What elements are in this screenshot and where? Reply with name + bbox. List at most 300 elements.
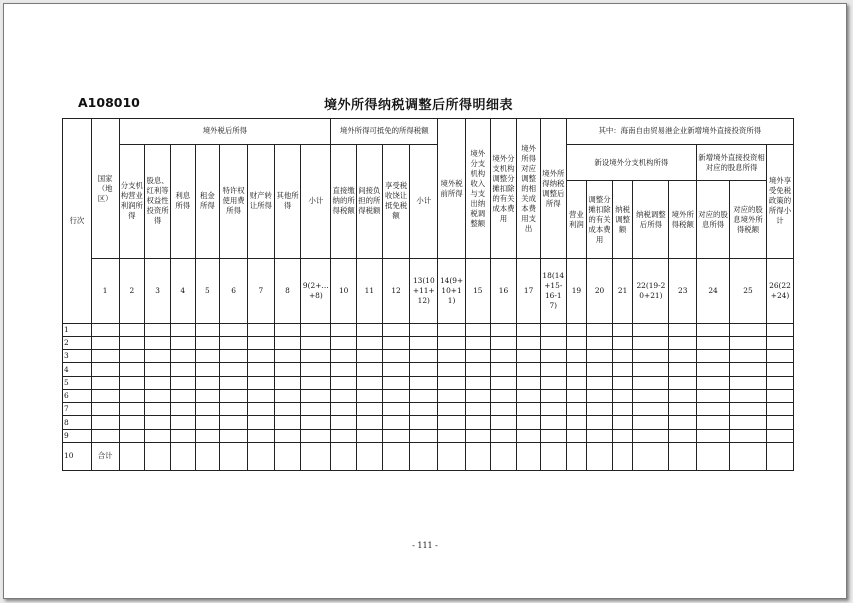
value-cell[interactable] bbox=[119, 403, 145, 416]
row-label[interactable]: 合计 bbox=[91, 442, 119, 470]
value-cell[interactable] bbox=[490, 389, 517, 402]
value-cell[interactable] bbox=[220, 442, 248, 470]
value-cell[interactable] bbox=[767, 363, 794, 376]
value-cell[interactable] bbox=[490, 336, 517, 349]
header-div-income: 对应的股息所得 bbox=[697, 181, 730, 259]
value-cell[interactable] bbox=[767, 429, 794, 442]
value-cell[interactable] bbox=[382, 442, 410, 470]
value-cell[interactable] bbox=[274, 442, 301, 470]
value-cell[interactable] bbox=[274, 336, 301, 349]
value-cell[interactable] bbox=[612, 403, 633, 416]
value-cell[interactable] bbox=[382, 429, 410, 442]
value-cell[interactable] bbox=[697, 389, 730, 402]
value-cell[interactable] bbox=[767, 389, 794, 402]
column-number: 21 bbox=[612, 259, 633, 324]
value-cell[interactable] bbox=[540, 403, 566, 416]
value-cell[interactable] bbox=[438, 389, 466, 402]
value-cell[interactable] bbox=[170, 363, 195, 376]
value-cell[interactable] bbox=[566, 403, 587, 416]
value-cell[interactable] bbox=[465, 363, 490, 376]
row-number: 4 bbox=[63, 363, 92, 376]
value-cell[interactable] bbox=[612, 350, 633, 363]
value-cell[interactable] bbox=[170, 442, 195, 470]
header-after-tax-group: 境外税后所得 bbox=[119, 119, 331, 145]
value-cell[interactable] bbox=[119, 350, 145, 363]
value-cell[interactable] bbox=[517, 429, 541, 442]
value-cell[interactable] bbox=[767, 416, 794, 429]
value-cell[interactable] bbox=[274, 429, 301, 442]
value-cell[interactable] bbox=[633, 429, 669, 442]
header-related-expense: 境外所得对应调整的相关成本费用支出 bbox=[517, 119, 541, 259]
value-cell[interactable] bbox=[195, 442, 220, 470]
value-cell[interactable] bbox=[220, 429, 248, 442]
value-cell[interactable] bbox=[438, 442, 466, 470]
value-cell[interactable] bbox=[301, 336, 331, 349]
value-cell[interactable] bbox=[633, 336, 669, 349]
value-cell[interactable] bbox=[517, 416, 541, 429]
value-cell[interactable] bbox=[195, 376, 220, 389]
value-cell[interactable] bbox=[465, 403, 490, 416]
value-cell[interactable] bbox=[612, 336, 633, 349]
value-cell[interactable] bbox=[119, 323, 145, 336]
value-cell[interactable] bbox=[767, 336, 794, 349]
value-cell[interactable] bbox=[410, 336, 438, 349]
value-cell[interactable] bbox=[170, 403, 195, 416]
value-cell[interactable] bbox=[170, 350, 195, 363]
value-cell[interactable] bbox=[438, 363, 466, 376]
value-cell[interactable] bbox=[410, 403, 438, 416]
value-cell[interactable] bbox=[410, 416, 438, 429]
value-cell[interactable] bbox=[301, 389, 331, 402]
value-cell[interactable] bbox=[247, 416, 274, 429]
table-row bbox=[63, 403, 794, 416]
header-other: 其他所得 bbox=[274, 144, 301, 258]
value-cell[interactable] bbox=[633, 442, 669, 470]
value-cell[interactable] bbox=[356, 416, 382, 429]
row-label[interactable] bbox=[91, 323, 119, 336]
value-cell[interactable] bbox=[730, 403, 767, 416]
row-number: 6 bbox=[63, 389, 92, 402]
value-cell[interactable] bbox=[301, 416, 331, 429]
value-cell[interactable] bbox=[730, 350, 767, 363]
value-cell[interactable] bbox=[410, 376, 438, 389]
value-cell[interactable] bbox=[669, 429, 697, 442]
value-cell[interactable] bbox=[170, 429, 195, 442]
value-cell[interactable] bbox=[301, 403, 331, 416]
value-cell[interactable] bbox=[119, 429, 145, 442]
value-cell[interactable] bbox=[517, 442, 541, 470]
value-cell[interactable] bbox=[247, 429, 274, 442]
value-cell[interactable] bbox=[490, 376, 517, 389]
value-cell[interactable] bbox=[540, 336, 566, 349]
value-cell[interactable] bbox=[356, 336, 382, 349]
value-cell[interactable] bbox=[697, 323, 730, 336]
column-number: 16 bbox=[490, 259, 517, 324]
column-number: 25 bbox=[730, 259, 767, 324]
value-cell[interactable] bbox=[633, 389, 669, 402]
value-cell[interactable] bbox=[274, 376, 301, 389]
column-number: 2 bbox=[119, 259, 145, 324]
value-cell[interactable] bbox=[730, 323, 767, 336]
value-cell[interactable] bbox=[669, 376, 697, 389]
value-cell[interactable] bbox=[612, 442, 633, 470]
value-cell[interactable] bbox=[220, 389, 248, 402]
value-cell[interactable] bbox=[517, 336, 541, 349]
form-code: A108010 bbox=[78, 95, 140, 110]
value-cell[interactable] bbox=[517, 376, 541, 389]
value-cell[interactable] bbox=[331, 336, 357, 349]
value-cell[interactable] bbox=[490, 323, 517, 336]
value-cell[interactable] bbox=[612, 376, 633, 389]
value-cell[interactable] bbox=[195, 429, 220, 442]
value-cell[interactable] bbox=[220, 336, 248, 349]
value-cell[interactable] bbox=[331, 416, 357, 429]
value-cell[interactable] bbox=[438, 416, 466, 429]
value-cell[interactable] bbox=[356, 442, 382, 470]
value-cell[interactable] bbox=[145, 416, 171, 429]
value-cell[interactable] bbox=[119, 336, 145, 349]
value-cell[interactable] bbox=[247, 442, 274, 470]
value-cell[interactable] bbox=[540, 442, 566, 470]
value-cell[interactable] bbox=[438, 429, 466, 442]
value-cell[interactable] bbox=[382, 403, 410, 416]
value-cell[interactable] bbox=[767, 442, 794, 470]
value-cell[interactable] bbox=[633, 416, 669, 429]
column-number: 12 bbox=[382, 259, 410, 324]
value-cell[interactable] bbox=[697, 350, 730, 363]
value-cell[interactable] bbox=[490, 442, 517, 470]
value-cell[interactable] bbox=[540, 363, 566, 376]
value-cell[interactable] bbox=[410, 429, 438, 442]
header-deductible-group: 境外所得可抵免的所得税额 bbox=[331, 119, 438, 145]
value-cell[interactable] bbox=[669, 403, 697, 416]
row-label[interactable] bbox=[91, 429, 119, 442]
value-cell[interactable] bbox=[517, 389, 541, 402]
value-cell[interactable] bbox=[465, 429, 490, 442]
header-property-transfer: 财产转让所得 bbox=[247, 144, 274, 258]
value-cell[interactable] bbox=[247, 403, 274, 416]
value-cell[interactable] bbox=[587, 376, 613, 389]
value-cell[interactable] bbox=[730, 416, 767, 429]
value-cell[interactable] bbox=[612, 363, 633, 376]
value-cell[interactable] bbox=[410, 442, 438, 470]
header-royalty: 特许权使用费所得 bbox=[220, 144, 248, 258]
value-cell[interactable] bbox=[145, 389, 171, 402]
value-cell[interactable] bbox=[220, 363, 248, 376]
value-cell[interactable] bbox=[612, 389, 633, 402]
value-cell[interactable] bbox=[669, 323, 697, 336]
value-cell[interactable] bbox=[730, 429, 767, 442]
value-cell[interactable] bbox=[356, 323, 382, 336]
value-cell[interactable] bbox=[669, 389, 697, 402]
value-cell[interactable] bbox=[540, 416, 566, 429]
value-cell[interactable] bbox=[697, 363, 730, 376]
value-cell[interactable] bbox=[730, 389, 767, 402]
value-cell[interactable] bbox=[633, 376, 669, 389]
column-number: 18(14+15-16-17) bbox=[540, 259, 566, 324]
header-div-tax: 对应的股息境外所得税额 bbox=[730, 181, 767, 259]
value-cell[interactable] bbox=[410, 350, 438, 363]
value-cell[interactable] bbox=[540, 376, 566, 389]
value-cell[interactable] bbox=[517, 403, 541, 416]
value-cell[interactable] bbox=[331, 350, 357, 363]
value-cell[interactable] bbox=[145, 403, 171, 416]
value-cell[interactable] bbox=[170, 336, 195, 349]
value-cell[interactable] bbox=[247, 336, 274, 349]
value-cell[interactable] bbox=[730, 363, 767, 376]
value-cell[interactable] bbox=[274, 323, 301, 336]
header-branch-cost: 境外分支机构调整分摊扣除的有关成本费用 bbox=[490, 119, 517, 259]
value-cell[interactable] bbox=[195, 389, 220, 402]
value-cell[interactable] bbox=[633, 403, 669, 416]
row-label[interactable] bbox=[91, 403, 119, 416]
value-cell[interactable] bbox=[274, 416, 301, 429]
row-label[interactable] bbox=[91, 336, 119, 349]
value-cell[interactable] bbox=[517, 350, 541, 363]
header-dividend: 股息、红利等权益性投资所得 bbox=[145, 144, 171, 258]
value-cell[interactable] bbox=[587, 350, 613, 363]
header-alloc-cost: 调整分摊扣除的有关成本费用 bbox=[587, 181, 613, 259]
value-cell[interactable] bbox=[410, 363, 438, 376]
value-cell[interactable] bbox=[356, 376, 382, 389]
value-cell[interactable] bbox=[697, 429, 730, 442]
value-cell[interactable] bbox=[566, 350, 587, 363]
value-cell[interactable] bbox=[301, 363, 331, 376]
value-cell[interactable] bbox=[170, 389, 195, 402]
value-cell[interactable] bbox=[540, 429, 566, 442]
value-cell[interactable] bbox=[566, 429, 587, 442]
value-cell[interactable] bbox=[612, 429, 633, 442]
row-number: 8 bbox=[63, 416, 92, 429]
value-cell[interactable] bbox=[301, 442, 331, 470]
value-cell[interactable] bbox=[195, 336, 220, 349]
table-row bbox=[63, 389, 794, 402]
value-cell[interactable] bbox=[356, 403, 382, 416]
value-cell[interactable] bbox=[331, 363, 357, 376]
value-cell[interactable] bbox=[587, 389, 613, 402]
value-cell[interactable] bbox=[697, 416, 730, 429]
column-number: 7 bbox=[247, 259, 274, 324]
column-number: 26(22+24) bbox=[767, 259, 794, 324]
row-label[interactable] bbox=[91, 376, 119, 389]
value-cell[interactable] bbox=[220, 416, 248, 429]
value-cell[interactable] bbox=[490, 416, 517, 429]
value-cell[interactable] bbox=[633, 350, 669, 363]
column-number: 20 bbox=[587, 259, 613, 324]
value-cell[interactable] bbox=[566, 363, 587, 376]
value-cell[interactable] bbox=[301, 350, 331, 363]
value-cell[interactable] bbox=[170, 376, 195, 389]
header-tax-adjust: 纳税调整额 bbox=[612, 181, 633, 259]
value-cell[interactable] bbox=[633, 363, 669, 376]
column-number: 10 bbox=[331, 259, 357, 324]
value-cell[interactable] bbox=[697, 336, 730, 349]
value-cell[interactable] bbox=[382, 350, 410, 363]
column-number: 17 bbox=[517, 259, 541, 324]
value-cell[interactable] bbox=[669, 416, 697, 429]
value-cell[interactable] bbox=[517, 363, 541, 376]
value-cell[interactable] bbox=[587, 336, 613, 349]
row-label[interactable] bbox=[91, 350, 119, 363]
value-cell[interactable] bbox=[145, 363, 171, 376]
value-cell[interactable] bbox=[767, 403, 794, 416]
value-cell[interactable] bbox=[566, 416, 587, 429]
value-cell[interactable] bbox=[247, 323, 274, 336]
value-cell[interactable] bbox=[669, 442, 697, 470]
value-cell[interactable] bbox=[220, 350, 248, 363]
row-label[interactable] bbox=[91, 389, 119, 402]
value-cell[interactable] bbox=[465, 336, 490, 349]
value-cell[interactable] bbox=[301, 429, 331, 442]
value-cell[interactable] bbox=[356, 389, 382, 402]
value-cell[interactable] bbox=[540, 389, 566, 402]
value-cell[interactable] bbox=[438, 403, 466, 416]
value-cell[interactable] bbox=[669, 336, 697, 349]
value-cell[interactable] bbox=[697, 442, 730, 470]
value-cell[interactable] bbox=[490, 363, 517, 376]
value-cell[interactable] bbox=[410, 323, 438, 336]
value-cell[interactable] bbox=[119, 376, 145, 389]
value-cell[interactable] bbox=[382, 389, 410, 402]
value-cell[interactable] bbox=[587, 429, 613, 442]
value-cell[interactable] bbox=[465, 389, 490, 402]
value-cell[interactable] bbox=[331, 403, 357, 416]
value-cell[interactable] bbox=[465, 323, 490, 336]
value-cell[interactable] bbox=[331, 389, 357, 402]
value-cell[interactable] bbox=[195, 363, 220, 376]
value-cell[interactable] bbox=[195, 323, 220, 336]
column-number: 14(9+10+11) bbox=[438, 259, 466, 324]
value-cell[interactable] bbox=[145, 429, 171, 442]
value-cell[interactable] bbox=[145, 350, 171, 363]
value-cell[interactable] bbox=[438, 376, 466, 389]
value-cell[interactable] bbox=[356, 363, 382, 376]
value-cell[interactable] bbox=[767, 323, 794, 336]
value-cell[interactable] bbox=[145, 336, 171, 349]
value-cell[interactable] bbox=[145, 442, 171, 470]
value-cell[interactable] bbox=[633, 323, 669, 336]
value-cell[interactable] bbox=[438, 323, 466, 336]
value-cell[interactable] bbox=[119, 416, 145, 429]
value-cell[interactable] bbox=[612, 416, 633, 429]
value-cell[interactable] bbox=[490, 350, 517, 363]
value-cell[interactable] bbox=[587, 442, 613, 470]
value-cell[interactable] bbox=[331, 429, 357, 442]
value-cell[interactable] bbox=[247, 376, 274, 389]
value-cell[interactable] bbox=[730, 376, 767, 389]
value-cell[interactable] bbox=[587, 403, 613, 416]
value-cell[interactable] bbox=[170, 416, 195, 429]
table-row bbox=[63, 442, 794, 470]
value-cell[interactable] bbox=[356, 350, 382, 363]
value-cell[interactable] bbox=[220, 403, 248, 416]
row-label[interactable] bbox=[91, 416, 119, 429]
value-cell[interactable] bbox=[331, 323, 357, 336]
header-branch-profit: 分支机构营业利润所得 bbox=[119, 144, 145, 258]
value-cell[interactable] bbox=[465, 350, 490, 363]
column-number: 8 bbox=[274, 259, 301, 324]
value-cell[interactable] bbox=[247, 350, 274, 363]
value-cell[interactable] bbox=[331, 442, 357, 470]
value-cell[interactable] bbox=[566, 442, 587, 470]
value-cell[interactable] bbox=[540, 350, 566, 363]
value-cell[interactable] bbox=[587, 363, 613, 376]
value-cell[interactable] bbox=[697, 376, 730, 389]
value-cell[interactable] bbox=[767, 376, 794, 389]
value-cell[interactable] bbox=[669, 350, 697, 363]
value-cell[interactable] bbox=[490, 403, 517, 416]
value-cell[interactable] bbox=[669, 363, 697, 376]
value-cell[interactable] bbox=[730, 336, 767, 349]
value-cell[interactable] bbox=[465, 376, 490, 389]
value-cell[interactable] bbox=[382, 376, 410, 389]
value-cell[interactable] bbox=[356, 429, 382, 442]
value-cell[interactable] bbox=[438, 336, 466, 349]
value-cell[interactable] bbox=[767, 350, 794, 363]
value-cell[interactable] bbox=[382, 323, 410, 336]
value-cell[interactable] bbox=[274, 350, 301, 363]
value-cell[interactable] bbox=[382, 416, 410, 429]
value-cell[interactable] bbox=[438, 350, 466, 363]
value-cell[interactable] bbox=[566, 323, 587, 336]
value-cell[interactable] bbox=[195, 403, 220, 416]
row-label[interactable] bbox=[91, 363, 119, 376]
table-row bbox=[63, 323, 794, 336]
value-cell[interactable] bbox=[587, 416, 613, 429]
value-cell[interactable] bbox=[119, 363, 145, 376]
value-cell[interactable] bbox=[301, 323, 331, 336]
value-cell[interactable] bbox=[274, 363, 301, 376]
value-cell[interactable] bbox=[274, 403, 301, 416]
value-cell[interactable] bbox=[540, 323, 566, 336]
table-row bbox=[63, 376, 794, 389]
value-cell[interactable] bbox=[247, 363, 274, 376]
value-cell[interactable] bbox=[587, 323, 613, 336]
value-cell[interactable] bbox=[119, 442, 145, 470]
value-cell[interactable] bbox=[145, 323, 171, 336]
value-cell[interactable] bbox=[195, 350, 220, 363]
column-number: 3 bbox=[145, 259, 171, 324]
row-number: 7 bbox=[63, 403, 92, 416]
value-cell[interactable] bbox=[410, 389, 438, 402]
header-op-profit: 营业利润 bbox=[566, 181, 587, 259]
value-cell[interactable] bbox=[220, 376, 248, 389]
value-cell[interactable] bbox=[730, 442, 767, 470]
value-cell[interactable] bbox=[220, 323, 248, 336]
value-cell[interactable] bbox=[382, 363, 410, 376]
value-cell[interactable] bbox=[274, 389, 301, 402]
form-title: 境外所得纳税调整后所得明细表 bbox=[324, 98, 514, 113]
value-cell[interactable] bbox=[465, 442, 490, 470]
value-cell[interactable] bbox=[566, 336, 587, 349]
value-cell[interactable] bbox=[566, 389, 587, 402]
value-cell[interactable] bbox=[331, 376, 357, 389]
value-cell[interactable] bbox=[145, 376, 171, 389]
value-cell[interactable] bbox=[697, 403, 730, 416]
value-cell[interactable] bbox=[247, 389, 274, 402]
value-cell[interactable] bbox=[490, 429, 517, 442]
value-cell[interactable] bbox=[119, 389, 145, 402]
value-cell[interactable] bbox=[612, 323, 633, 336]
value-cell[interactable] bbox=[382, 336, 410, 349]
value-cell[interactable] bbox=[566, 376, 587, 389]
column-number: 1 bbox=[91, 259, 119, 324]
value-cell[interactable] bbox=[195, 416, 220, 429]
value-cell[interactable] bbox=[301, 376, 331, 389]
value-cell[interactable] bbox=[170, 323, 195, 336]
value-cell[interactable] bbox=[517, 323, 541, 336]
value-cell[interactable] bbox=[465, 416, 490, 429]
